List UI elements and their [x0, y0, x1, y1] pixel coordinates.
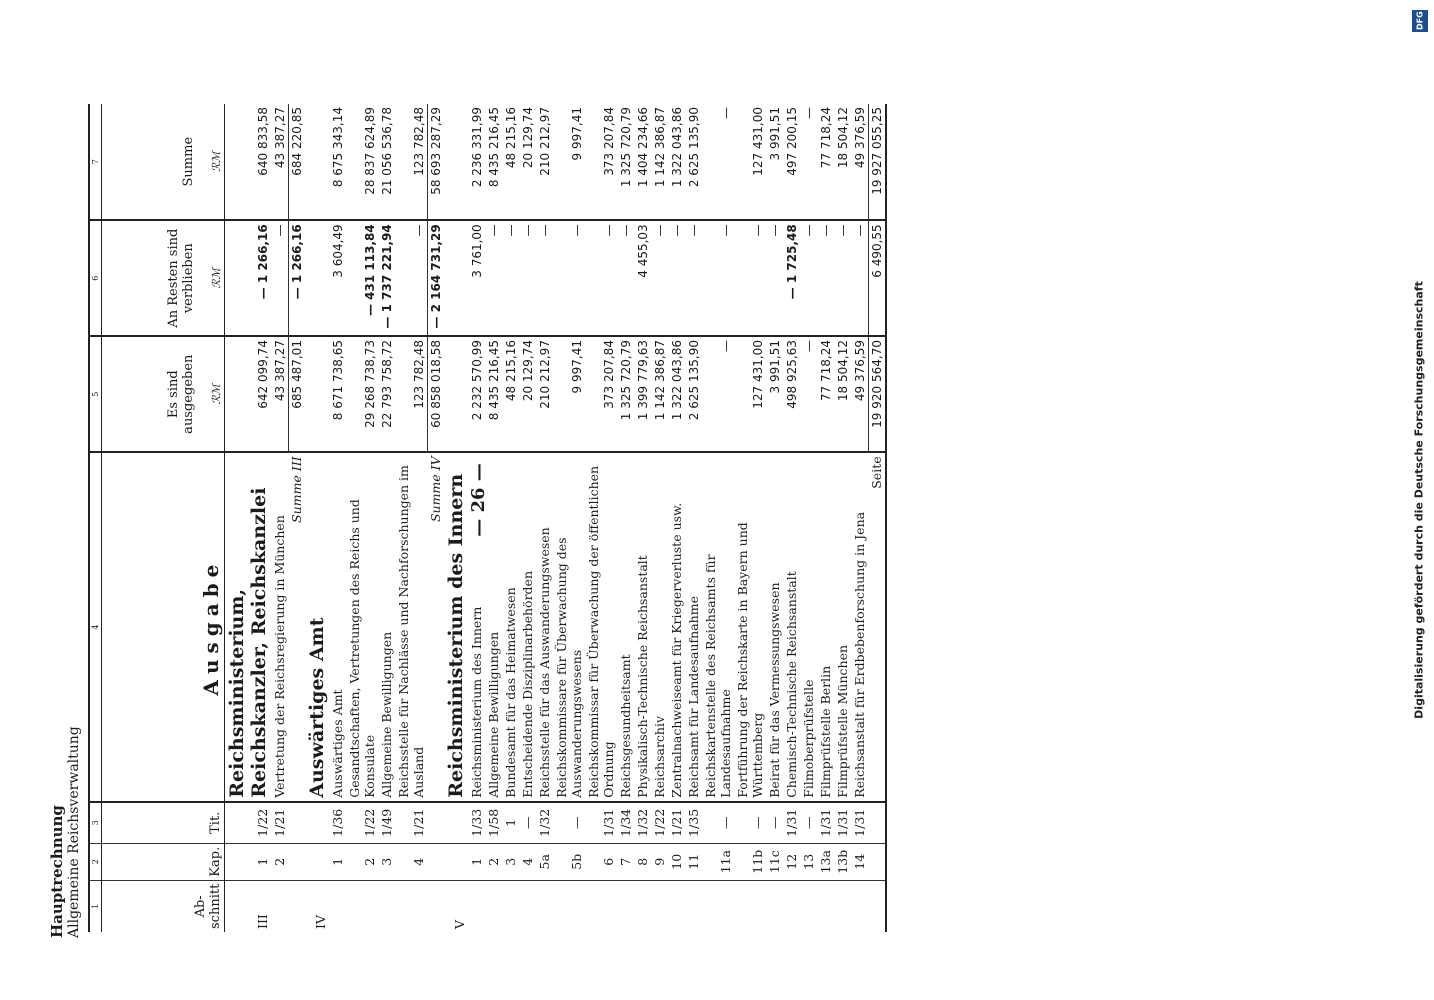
table-row	[468, 104, 485, 932]
cell-abschnitt	[485, 880, 502, 932]
cell-summe: 3 991,51	[766, 104, 783, 220]
cell-summe: 9 997,41	[553, 104, 585, 220]
cell-resten: —	[817, 220, 834, 336]
cell-summe: 28 837 624,89	[346, 104, 378, 220]
cell-summe: 77 718,24	[817, 104, 834, 220]
cell-kap	[444, 843, 468, 880]
cell-kap	[305, 843, 329, 880]
header-resten	[102, 220, 225, 336]
cell-abschnitt	[585, 880, 617, 932]
cell-kap: 8	[634, 843, 651, 880]
cell-tit: 1/21	[668, 802, 685, 844]
cell-abschnitt	[834, 880, 851, 932]
cell-resten: —	[651, 220, 668, 336]
cell-summe: 1 404 234,66	[634, 104, 651, 220]
cell-tit	[868, 802, 886, 844]
cell-kap: 10	[668, 843, 685, 880]
cell-ausgabe: Beirat für das Vermessungswesen	[766, 452, 783, 801]
cell-kap: 6	[585, 843, 617, 880]
page-total-row	[868, 104, 886, 932]
cell-resten: — 1 266,16	[225, 220, 272, 336]
cell-ausgegeben: 1 325 720,79	[617, 336, 634, 452]
cell-abschnitt	[346, 880, 378, 932]
header-tit: Tit.	[102, 802, 225, 844]
table-row	[734, 104, 766, 932]
cell-ausgegeben: 77 718,24	[817, 336, 834, 452]
cell-summe: 1 325 720,79	[617, 104, 634, 220]
cell-ausgabe: Vertretung der Reichsregierung in München	[271, 452, 288, 801]
cell-summe: 640 833,58	[225, 104, 272, 220]
cell-ausgegeben: 1 322 043,86	[668, 336, 685, 452]
cell-summe: 210 212,97	[536, 104, 553, 220]
page-number: — 26 —	[468, 463, 489, 537]
cell-kap: 1	[468, 843, 485, 880]
cell-resten: —	[800, 220, 817, 336]
cell-summe	[444, 104, 468, 220]
header-ausgegeben	[102, 336, 225, 452]
cell-resten: —	[766, 220, 783, 336]
cell-tit: 1/32	[634, 802, 651, 844]
cell-kap: 4	[519, 843, 536, 880]
cell-tit: 1/31	[851, 802, 868, 844]
unit-label: ℛℳ	[210, 383, 223, 405]
cell-ausgegeben: 8 671 738,65	[329, 336, 346, 452]
cell-summe: 684 220,85	[288, 104, 305, 220]
cell-tit: 1/21	[271, 802, 288, 844]
cell-resten: —	[585, 220, 617, 336]
cell-ausgegeben	[444, 336, 468, 452]
cell-abschnitt	[851, 880, 868, 932]
cell-tit	[288, 802, 305, 844]
cell-ausgegeben: 498 925,63	[783, 336, 800, 452]
table-row	[502, 104, 519, 932]
table-row	[783, 104, 800, 932]
cell-tit: 1/58	[485, 802, 502, 844]
cell-ausgegeben: —	[702, 336, 734, 452]
cell-kap: 13b	[834, 843, 851, 880]
cell-kap: 2	[485, 843, 502, 880]
cell-ausgabe: Summe IV	[427, 452, 444, 801]
column-number: 2	[89, 843, 102, 880]
cell-ausgegeben: 642 099,74	[225, 336, 272, 452]
cell-resten: —	[519, 220, 536, 336]
table-row	[378, 104, 395, 932]
table-row	[346, 104, 378, 932]
cell-abschnitt	[378, 880, 395, 932]
cell-kap: 14	[851, 843, 868, 880]
table-row	[634, 104, 651, 932]
cell-ausgabe: Summe III	[288, 452, 305, 801]
column-number: 7	[89, 104, 102, 220]
cell-resten: 3 604,49	[329, 220, 346, 336]
cell-resten: —	[734, 220, 766, 336]
cell-abschnitt	[783, 880, 800, 932]
cell-tit: —	[553, 802, 585, 844]
cell-abschnitt	[271, 880, 288, 932]
document-subtitle: Allgemeine Reichsverwaltung	[66, 726, 82, 938]
cell-resten: — 1 725,48	[783, 220, 800, 336]
column-number: 1	[89, 880, 102, 932]
cell-kap: 12	[783, 843, 800, 880]
table-row	[834, 104, 851, 932]
sum-row	[427, 104, 444, 932]
cell-ausgabe: Reichsministerium des Innern	[468, 452, 485, 801]
cell-tit: —	[519, 802, 536, 844]
table-body	[225, 104, 887, 932]
cell-resten: — 431 113,84	[346, 220, 378, 336]
sum-row	[288, 104, 305, 932]
cell-tit: 1	[502, 802, 519, 844]
cell-ausgegeben: 1 399 779,63	[634, 336, 651, 452]
cell-ausgabe: Gesandtschaften, Vertretungen des Reichs und Konsulate	[346, 452, 378, 801]
cell-abschnitt	[288, 880, 305, 932]
cell-abschnitt	[617, 880, 634, 932]
cell-summe: 1 142 386,87	[651, 104, 668, 220]
cell-abschnitt	[800, 880, 817, 932]
cell-tit: 1/34	[617, 802, 634, 844]
cell-ausgegeben: 29 268 738,73	[346, 336, 378, 452]
cell-tit: 1/31	[585, 802, 617, 844]
cell-tit: 1/49	[378, 802, 395, 844]
cell-ausgegeben: 48 215,16	[502, 336, 519, 452]
cell-tit: —	[734, 802, 766, 844]
cell-summe: 20 129,74	[519, 104, 536, 220]
table-row	[585, 104, 617, 932]
header-resten-label: An Resten sind verblieben	[166, 228, 196, 328]
cell-ausgegeben: —	[800, 336, 817, 452]
table-row	[851, 104, 868, 932]
table-row	[395, 104, 427, 932]
section-heading-row	[305, 104, 329, 932]
cell-resten: —	[702, 220, 734, 336]
cell-resten	[444, 220, 468, 336]
cell-ausgabe: Reichskartenstelle des Reichsamts für Landesaufnahme	[702, 452, 734, 801]
cell-summe: 1 322 043,86	[668, 104, 685, 220]
cell-resten: —	[395, 220, 427, 336]
cell-tit: —	[766, 802, 783, 844]
cell-ausgabe: Entscheidende Disziplinarbehörden	[519, 452, 536, 801]
cell-kap: 1	[225, 843, 272, 880]
cell-ausgabe: Filmprüfstelle Berlin	[817, 452, 834, 801]
cell-abschnitt	[651, 880, 668, 932]
section-heading-row	[444, 104, 468, 932]
cell-ausgegeben: 60 858 018,58	[427, 336, 444, 452]
cell-ausgegeben: 2 232 570,99	[468, 336, 485, 452]
cell-ausgabe: Reichskommissar für Überwachung der öffentlichen Ordnung	[585, 452, 617, 801]
cell-ausgegeben: 373 207,84	[585, 336, 617, 452]
cell-abschnitt	[668, 880, 685, 932]
cell-resten	[305, 220, 329, 336]
cell-ausgabe: Reichsministerium des Innern	[444, 452, 468, 801]
cell-ausgabe: Allgemeine Bewilligungen	[378, 452, 395, 801]
table-row	[536, 104, 553, 932]
cell-tit: 1/31	[817, 802, 834, 844]
table-row	[271, 104, 288, 932]
cell-tit	[427, 802, 444, 844]
table-row	[225, 104, 272, 932]
column-number-row	[89, 104, 102, 932]
header-abschnitt: Ab-schnitt	[102, 880, 225, 932]
cell-ausgabe: Reichsamt für Landesaufnahme	[685, 452, 702, 801]
cell-kap	[288, 843, 305, 880]
cell-summe: 43 387,27	[271, 104, 288, 220]
cell-kap: 3	[378, 843, 395, 880]
cell-kap: 11a	[702, 843, 734, 880]
cell-kap	[868, 843, 886, 880]
cell-ausgabe: Reichsministerium, Reichskanzler, Reichskanzlei	[225, 452, 272, 801]
header-row	[102, 104, 225, 932]
cell-resten: — 1 266,16	[288, 220, 305, 336]
cell-ausgegeben: 19 920 564,70	[868, 336, 886, 452]
table-row	[685, 104, 702, 932]
cell-ausgegeben: 43 387,27	[271, 336, 288, 452]
cell-summe: 58 693 287,29	[427, 104, 444, 220]
cell-ausgegeben: 3 991,51	[766, 336, 783, 452]
cell-ausgabe: Zentralnachweiseamt für Kriegerverluste usw.	[668, 452, 685, 801]
cell-summe: 373 207,84	[585, 104, 617, 220]
cell-kap: 11b	[734, 843, 766, 880]
cell-ausgabe: Physikalisch-Technische Reichsanstalt	[634, 452, 651, 801]
cell-summe: 127 431,00	[734, 104, 766, 220]
cell-summe: 497 200,15	[783, 104, 800, 220]
document-title: Hauptrechnung	[48, 805, 66, 938]
cell-ausgabe: Reichskommissare für Überwachung des Auswanderungswesens	[553, 452, 585, 801]
header-ausgegeben-label: Es sind ausgegeben	[166, 354, 196, 434]
table-row	[485, 104, 502, 932]
cell-ausgabe: Fortführung der Reichskarte in Bayern und Württemberg	[734, 452, 766, 801]
table-row	[617, 104, 634, 932]
table-row	[519, 104, 536, 932]
cell-ausgabe: Auswärtiges Amt	[329, 452, 346, 801]
cell-abschnitt	[634, 880, 651, 932]
cell-ausgabe: Bundesamt für das Heimatwesen	[502, 452, 519, 801]
header-ausgabe	[102, 452, 225, 801]
cell-summe: 2 625 135,90	[685, 104, 702, 220]
cell-abschnitt	[536, 880, 553, 932]
cell-ausgabe: Filmoberprüfstelle	[800, 452, 817, 801]
cell-resten: —	[553, 220, 585, 336]
cell-summe: 18 504,12	[834, 104, 851, 220]
cell-tit: —	[800, 802, 817, 844]
cell-kap: 5a	[536, 843, 553, 880]
cell-tit: 1/21	[395, 802, 427, 844]
cell-kap	[427, 843, 444, 880]
header-summe	[102, 104, 225, 220]
cell-ausgegeben: 123 782,48	[395, 336, 427, 452]
cell-ausgabe: Auswärtiges Amt	[305, 452, 329, 801]
cell-summe: 48 215,16	[502, 104, 519, 220]
cell-summe: —	[800, 104, 817, 220]
column-number: 4	[89, 452, 102, 801]
cell-resten: — 1 737 221,94	[378, 220, 395, 336]
cell-resten: —	[834, 220, 851, 336]
cell-summe: 49 376,59	[851, 104, 868, 220]
table-row	[817, 104, 834, 932]
cell-resten: —	[851, 220, 868, 336]
cell-tit: 1/33	[468, 802, 485, 844]
cell-resten: —	[617, 220, 634, 336]
cell-tit: —	[702, 802, 734, 844]
cell-summe: —	[702, 104, 734, 220]
cell-resten: —	[668, 220, 685, 336]
cell-kap: 3	[502, 843, 519, 880]
cell-abschnitt	[868, 880, 886, 932]
cell-abschnitt	[329, 880, 346, 932]
cell-abschnitt	[702, 880, 734, 932]
cell-summe: 21 056 536,78	[378, 104, 395, 220]
cell-kap: 11c	[766, 843, 783, 880]
cell-ausgabe: Seite	[868, 452, 886, 801]
cell-kap: 2	[271, 843, 288, 880]
cell-ausgegeben: 1 142 386,87	[651, 336, 668, 452]
cell-abschnitt	[766, 880, 783, 932]
digitization-note-text: Digitalisierung gefördert durch die Deutsche Forschungsgemeinschaft	[1412, 281, 1426, 719]
table-row	[553, 104, 585, 932]
cell-ausgabe: Chemisch-Technische Reichsanstalt	[783, 452, 800, 801]
cell-tit: 1/31	[783, 802, 800, 844]
cell-kap: 4	[395, 843, 427, 880]
cell-ausgabe: Reichsgesundheitsamt	[617, 452, 634, 801]
cell-ausgegeben: 685 487,01	[288, 336, 305, 452]
cell-summe: 2 236 331,99	[468, 104, 485, 220]
column-number: 5	[89, 336, 102, 452]
cell-kap: 5b	[553, 843, 585, 880]
cell-ausgabe: Filmprüfstelle München	[834, 452, 851, 801]
cell-summe: 123 782,48	[395, 104, 427, 220]
cell-abschnitt	[553, 880, 585, 932]
table-row	[702, 104, 734, 932]
cell-resten: 6 490,55	[868, 220, 886, 336]
cell-ausgegeben: 2 625 135,90	[685, 336, 702, 452]
cell-abschnitt: V	[452, 919, 467, 929]
unit-label: ℛℳ	[210, 151, 223, 172]
cell-ausgegeben: 9 997,41	[553, 336, 585, 452]
cell-tit: 1/32	[536, 802, 553, 844]
cell-resten: 4 455,03	[634, 220, 651, 336]
cell-ausgabe: Reichsstelle für Nachlässe und Nachforschungen im Ausland	[395, 452, 427, 801]
table-row	[329, 104, 346, 932]
cell-ausgegeben: 210 212,97	[536, 336, 553, 452]
header-ausgabe-label: Ausgabe	[199, 558, 223, 696]
cell-kap: 9	[651, 843, 668, 880]
cell-kap: 2	[346, 843, 378, 880]
cell-summe	[305, 104, 329, 220]
cell-kap: 11	[685, 843, 702, 880]
cell-resten: —	[485, 220, 502, 336]
cell-kap: 13	[800, 843, 817, 880]
cell-abschnitt	[817, 880, 834, 932]
table-row	[800, 104, 817, 932]
cell-ausgabe: Reichsarchiv	[651, 452, 668, 801]
cell-resten: —	[536, 220, 553, 336]
cell-tit	[444, 802, 468, 844]
cell-tit: 1/22	[346, 802, 378, 844]
digitization-note	[1406, 10, 1432, 990]
cell-tit	[305, 802, 329, 844]
cell-resten: —	[271, 220, 288, 336]
cell-ausgegeben: 20 129,74	[519, 336, 536, 452]
cell-tit: 1/31	[834, 802, 851, 844]
cell-kap: 1	[329, 843, 346, 880]
cell-abschnitt: III	[255, 914, 270, 929]
cell-ausgegeben: 18 504,12	[834, 336, 851, 452]
cell-abschnitt: IV	[313, 915, 328, 929]
cell-resten: — 2 164 731,29	[427, 220, 444, 336]
table-row	[766, 104, 783, 932]
cell-tit: 1/22	[651, 802, 668, 844]
cell-summe: 8 675 343,14	[329, 104, 346, 220]
column-number: 6	[89, 220, 102, 336]
header-kap: Kap.	[102, 843, 225, 880]
cell-ausgabe: Reichsanstalt für Erdbebenforschung in Jena	[851, 452, 868, 801]
cell-ausgegeben: 22 793 758,72	[378, 336, 395, 452]
cell-abschnitt	[502, 880, 519, 932]
cell-ausgabe: Allgemeine Bewilligungen	[485, 452, 502, 801]
cell-summe: 8 435 216,45	[485, 104, 502, 220]
cell-abschnitt	[468, 880, 485, 932]
table-row	[668, 104, 685, 932]
cell-ausgegeben: 49 376,59	[851, 336, 868, 452]
cell-resten: 3 761,00	[468, 220, 485, 336]
cell-resten: —	[685, 220, 702, 336]
cell-abschnitt	[427, 880, 444, 932]
cell-ausgegeben: 127 431,00	[734, 336, 766, 452]
column-number: 3	[89, 802, 102, 844]
cell-abschnitt	[685, 880, 702, 932]
cell-tit: 1/22	[225, 802, 272, 844]
expense-table	[88, 104, 887, 932]
table-row	[651, 104, 668, 932]
cell-abschnitt	[395, 880, 427, 932]
dfg-logo: DFG	[1412, 10, 1428, 32]
cell-tit: 1/35	[685, 802, 702, 844]
cell-abschnitt	[734, 880, 766, 932]
cell-kap: 7	[617, 843, 634, 880]
cell-resten: —	[502, 220, 519, 336]
unit-label: ℛℳ	[210, 267, 223, 289]
cell-abschnitt	[519, 880, 536, 932]
cell-kap: 13a	[817, 843, 834, 880]
header-summe-label: Summe	[181, 136, 196, 187]
cell-ausgegeben	[305, 336, 329, 452]
cell-summe: 19 927 055,25	[868, 104, 886, 220]
cell-ausgegeben: 8 435 216,45	[485, 336, 502, 452]
cell-tit: 1/36	[329, 802, 346, 844]
cell-ausgabe: Reichsstelle für das Auswanderungswesen	[536, 452, 553, 801]
